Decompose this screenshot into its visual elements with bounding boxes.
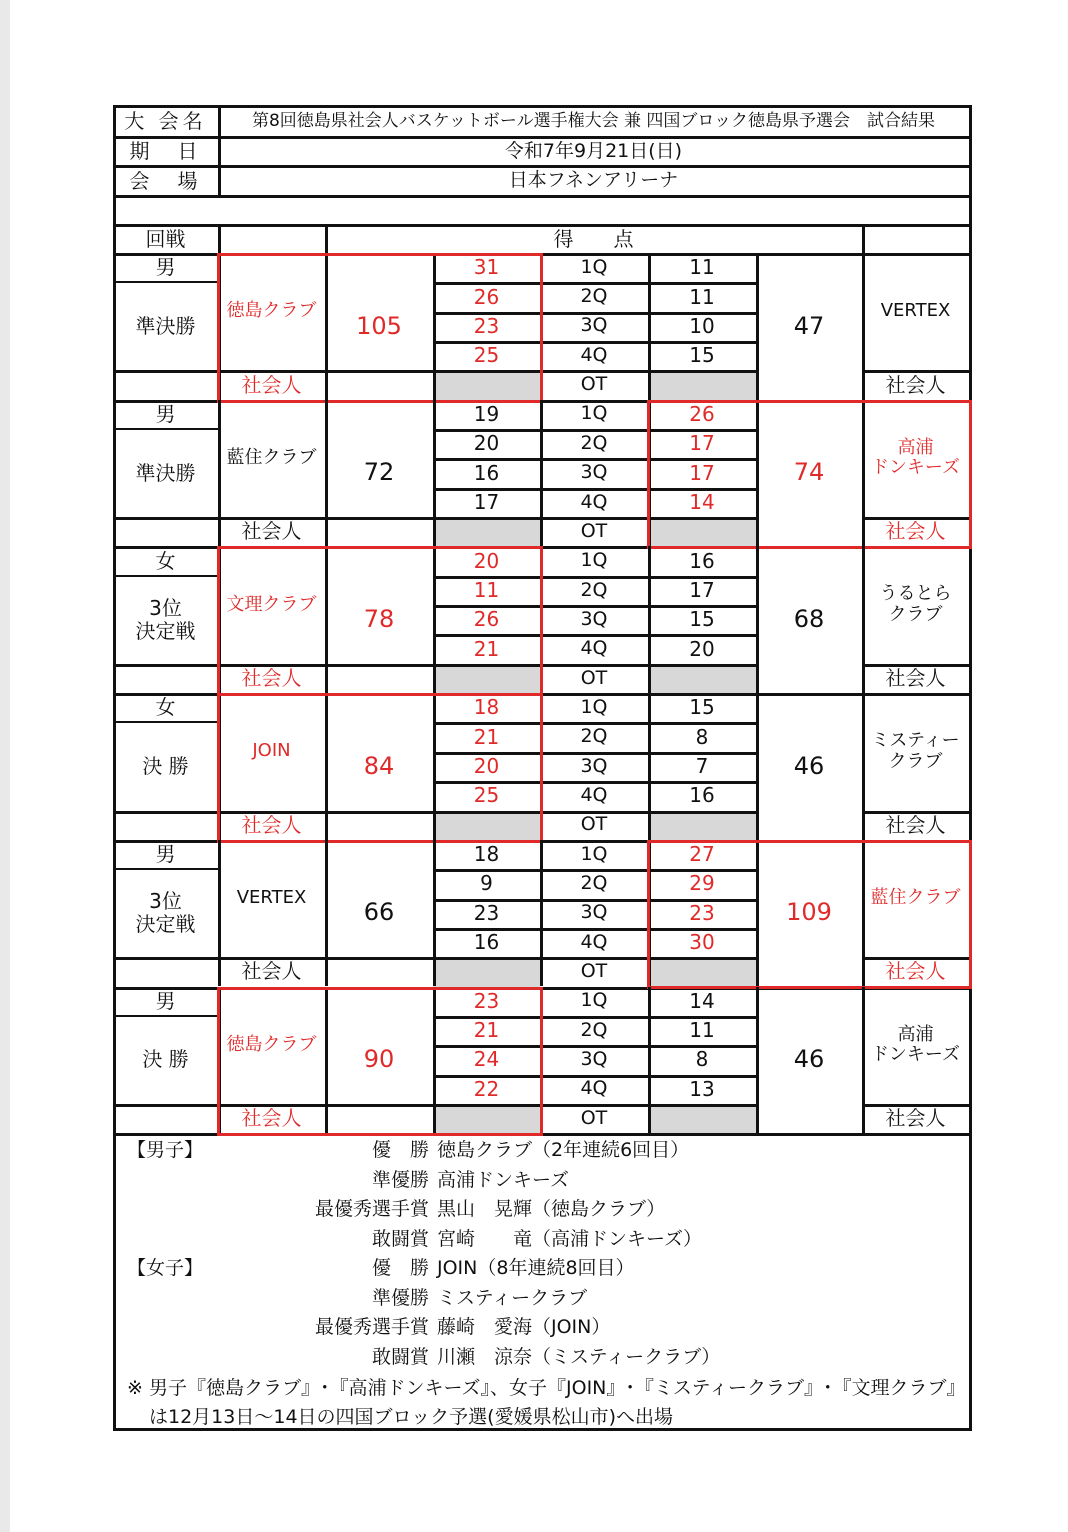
left-quarter-score: 31 [473,255,500,280]
ot-left-blank [433,370,540,399]
award-title: 優 勝 [371,1139,429,1161]
quarter-label: OT [580,373,608,396]
left-total-score: 90 [363,1045,395,1074]
ot-left-blank [433,517,540,546]
left-quarter-score: 21 [473,724,500,749]
date-label: 期 日 [129,139,202,163]
right-total-score: 47 [793,311,825,340]
left-quarter-score: 23 [473,900,500,925]
divider [969,105,972,1430]
right-quarter-score: 13 [689,1076,715,1101]
game-round: 3位 決定戦 [135,889,196,937]
left-quarter-score: 21 [473,636,500,661]
award-row [113,1283,969,1312]
award-row [113,1224,969,1253]
right-quarter-score: 16 [689,783,715,808]
divider [862,224,865,253]
quarter-label: 1Q [580,549,608,572]
quarter-label: 3Q [580,461,608,484]
award-title: 最優秀選手賞 [314,1198,429,1220]
game-gender: 女 [155,695,176,720]
right-team-name: VERTEX [880,300,951,322]
award-winner: 宮崎 竜（高浦ドンキーズ） [437,1227,703,1250]
left-quarter-score: 20 [473,548,500,573]
award-winner: JOIN（8年連続8回目） [437,1257,635,1279]
left-quarter-score: 25 [473,343,500,368]
quarter-label: 2Q [580,871,608,894]
quarter-label: 2Q [580,431,608,454]
award-winner: ミスティークラブ [437,1286,588,1309]
right-quarter-score: 15 [689,607,715,632]
game-gender: 女 [155,548,176,573]
right-quarter-score: 17 [689,460,715,485]
right-quarter-score: 14 [689,988,715,1013]
quarter-label: 3Q [580,314,608,337]
score-column-header: 得 点 [553,227,634,251]
game-gender: 男 [155,401,176,426]
right-team-category: 社会人 [885,812,946,837]
left-team-name: 文理クラブ [226,593,317,615]
right-total-score: 46 [793,1045,825,1074]
right-quarter-score: 8 [695,1047,709,1072]
right-team-category: 社会人 [885,1106,946,1131]
ot-right-blank [648,517,756,546]
right-quarter-score: 15 [689,695,715,720]
left-team-category: 社会人 [241,372,302,397]
left-quarter-score: 9 [480,871,493,896]
right-quarter-score: 11 [689,284,715,309]
right-quarter-score: 23 [689,900,715,925]
left-team-name: 徳島クラブ [226,300,317,322]
right-quarter-score: 7 [695,753,709,778]
game-gender: 男 [155,841,176,866]
right-quarter-score: 17 [689,431,715,456]
award-winner: 徳島クラブ（2年連続6回目） [437,1139,690,1161]
quarter-label: 4Q [580,930,608,953]
left-quarter-score: 19 [473,401,500,426]
right-team-category: 社会人 [885,959,946,984]
left-quarter-score: 26 [473,607,500,632]
award-winner: 藤崎 愛海（JOIN） [437,1316,611,1338]
ot-right-blank [648,811,756,840]
left-quarter-score: 23 [473,313,500,338]
left-total-score: 105 [356,311,402,340]
quarter-label: OT [580,519,608,542]
right-team-category: 社会人 [885,665,946,690]
right-quarter-score: 17 [689,577,715,602]
right-team-name: 高浦 ドンキーズ [870,1023,961,1066]
tournament-name: 第8回徳島県社会人バスケットボール選手権大会 兼 四国ブロック徳島県予選会 試合結果 [251,110,936,131]
ot-left-blank [433,1104,540,1133]
left-team-name: VERTEX [236,887,307,909]
right-team-category: 社会人 [885,519,946,544]
left-total-score: 78 [363,604,395,633]
left-team-category: 社会人 [241,1106,302,1131]
quarter-label: 1Q [580,989,608,1012]
left-quarter-score: 22 [473,1076,500,1101]
award-title: 優 勝 [371,1257,429,1279]
left-team-name: 徳島クラブ [226,1033,317,1055]
left-total-score: 66 [363,898,395,927]
quarter-label: 1Q [580,255,608,278]
right-quarter-score: 30 [689,930,715,955]
note-line-1: ※ 男子『徳島クラブ』･『高浦ドンキーズ』、女子『JOIN』･『ミスティークラブ』･『文理クラブ』 [127,1377,966,1399]
right-quarter-score: 14 [689,489,715,514]
award-row [113,1253,969,1282]
award-winner: 黒山 晃輝（徳島クラブ） [437,1198,666,1220]
right-quarter-score: 26 [689,401,715,426]
award-row [113,1165,969,1194]
right-quarter-score: 27 [689,841,715,866]
ot-right-blank [648,664,756,693]
left-team-category: 社会人 [241,519,302,544]
tournament-label: 大 会名 [124,109,207,133]
award-title: 敢闘賞 [371,1227,429,1250]
left-team-category: 社会人 [241,665,302,690]
left-team-name: 藍住クラブ [226,447,317,469]
quarter-label: 4Q [580,1077,608,1100]
quarter-label: OT [580,959,608,982]
quarter-label: 3Q [580,1047,608,1070]
left-quarter-score: 18 [473,695,500,720]
quarter-label: 2Q [580,725,608,748]
quarter-label: OT [580,1106,608,1129]
left-team-category: 社会人 [241,959,302,984]
quarter-label: 4Q [580,490,608,513]
venue-value: 日本フネンアリーナ [508,169,679,192]
award-title: 準優勝 [371,1168,429,1191]
award-title: 敢闘賞 [371,1345,429,1368]
award-row [113,1194,969,1223]
left-quarter-score: 16 [473,460,500,485]
left-team-name: JOIN [252,740,291,762]
quarter-label: 1Q [580,695,608,718]
ot-left-blank [433,811,540,840]
award-title: 最優秀選手賞 [314,1316,429,1338]
quarter-label: 3Q [580,901,608,924]
left-quarter-score: 16 [473,930,500,955]
right-team-name: ミスティー クラブ [871,730,960,772]
award-section: 【女子】 [127,1257,204,1279]
game-round: 決 勝 [142,1047,189,1072]
left-quarter-score: 26 [473,284,500,309]
ot-right-blank [648,957,756,986]
quarter-label: 1Q [580,842,608,865]
award-section: 【男子】 [127,1139,204,1161]
left-total-score: 72 [363,458,395,487]
right-team-name: 高浦 ドンキーズ [870,436,961,479]
game-gender: 男 [155,255,176,280]
right-quarter-score: 8 [695,724,709,749]
quarter-label: 2Q [580,285,608,308]
left-quarter-score: 20 [473,753,500,778]
award-row [113,1312,969,1341]
left-total-score: 84 [363,751,395,780]
right-quarter-score: 11 [689,255,715,280]
left-quarter-score: 24 [473,1047,500,1072]
left-quarter-score: 18 [473,841,500,866]
ot-right-blank [648,1104,756,1133]
ot-right-blank [648,370,756,399]
award-title: 準優勝 [371,1286,429,1309]
left-quarter-score: 23 [473,988,500,1013]
right-quarter-score: 11 [689,1018,715,1043]
right-quarter-score: 15 [689,343,715,368]
quarter-label: 1Q [580,402,608,425]
award-row [113,1342,969,1371]
date-value: 令和7年9月21日(日) [504,139,683,162]
right-total-score: 68 [793,604,825,633]
right-team-category: 社会人 [885,372,946,397]
left-quarter-score: 21 [473,1018,500,1043]
right-total-score: 74 [793,458,825,487]
game-round: 準決勝 [135,313,196,338]
venue-label: 会 場 [129,168,202,193]
left-quarter-score: 17 [473,489,500,514]
right-team-name: 藍住クラブ [870,887,961,909]
right-quarter-score: 10 [689,313,715,338]
right-total-score: 46 [793,751,825,780]
quarter-label: 2Q [580,578,608,601]
game-round: 3位 決定戦 [135,595,196,643]
game-round: 準決勝 [135,460,196,485]
quarter-label: 4Q [580,343,608,366]
note-line-2: は12月13日～14日の四国ブロック予選(愛媛県松山市)へ出場 [149,1406,673,1428]
award-row [113,1135,969,1164]
left-team-category: 社会人 [241,812,302,837]
quarter-label: OT [580,813,608,836]
round-column-header: 回戦 [145,227,186,251]
quarter-label: OT [580,666,608,689]
divider [218,224,221,253]
right-quarter-score: 20 [689,636,715,661]
award-winner: 川瀬 涼奈（ミスティークラブ） [437,1345,721,1368]
game-gender: 男 [155,988,176,1013]
award-winner: 高浦ドンキーズ [437,1168,570,1191]
right-quarter-score: 16 [689,548,715,573]
divider [113,195,972,198]
quarter-label: 4Q [580,637,608,660]
quarter-label: 4Q [580,783,608,806]
right-team-name: うるとら クラブ [879,583,952,626]
right-total-score: 109 [786,898,832,927]
quarter-label: 3Q [580,607,608,630]
right-quarter-score: 29 [689,871,715,896]
quarter-label: 3Q [580,754,608,777]
left-quarter-score: 25 [473,783,500,808]
ot-left-blank [433,664,540,693]
quarter-label: 2Q [580,1018,608,1041]
ot-left-blank [433,957,540,986]
left-quarter-score: 20 [473,431,500,456]
game-round: 決 勝 [142,753,189,778]
left-quarter-score: 11 [473,577,500,602]
